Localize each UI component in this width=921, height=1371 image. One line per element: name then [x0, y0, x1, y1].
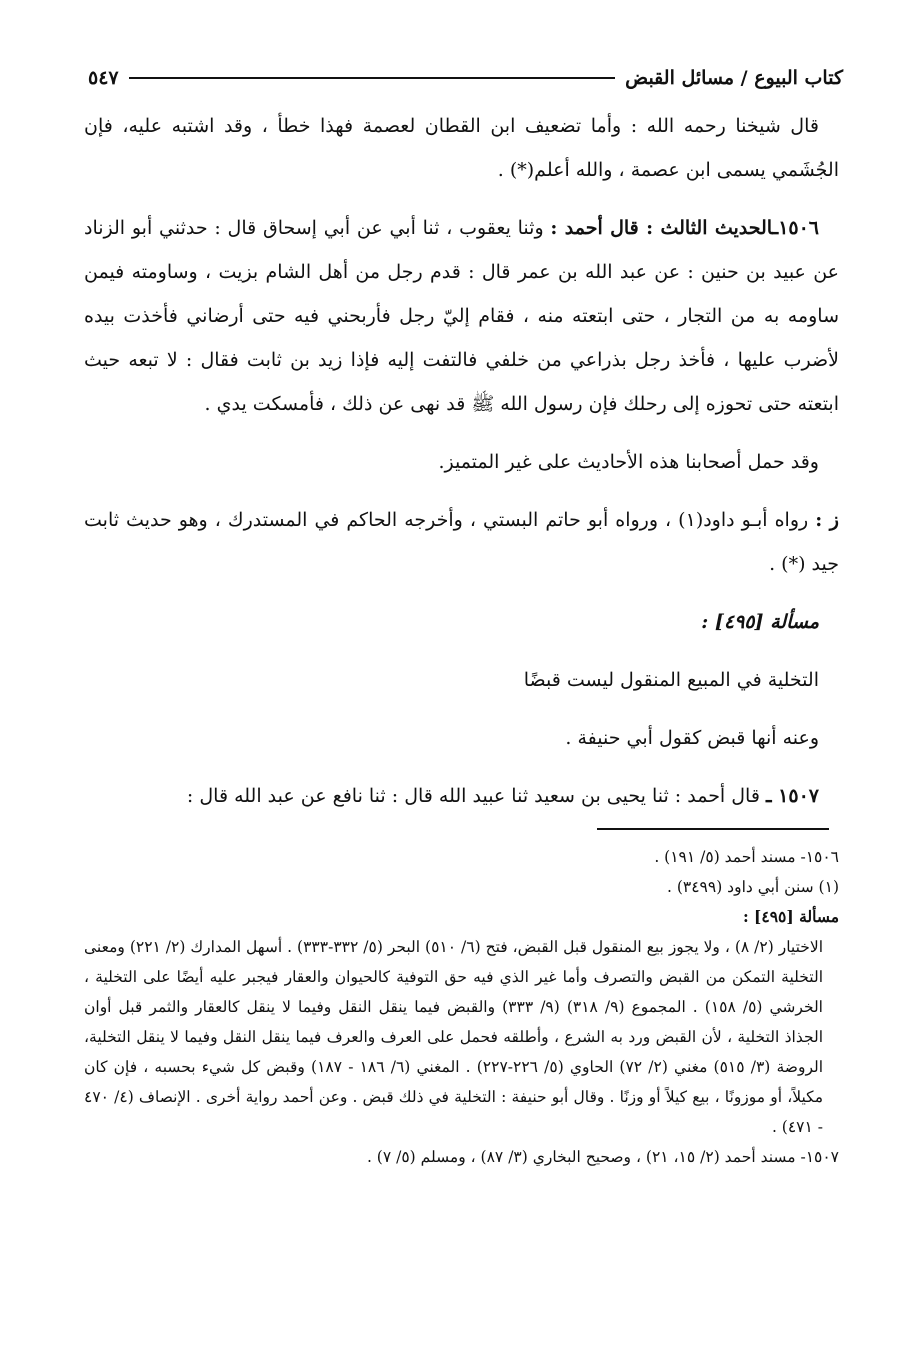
paragraph-sheikh-comment: قال شيخنا رحمه الله : وأما تضعيف ابن القطان لعصمة فهذا خطأ ، وقد اشتبه عليه، فإن الجُشَمي يسمى ابن عصمة ، والله أعلم(*) . [84, 115, 839, 181]
footnote-1507: ١٥٠٧- مسند أحمد (٢/ ١٥، ٢١) ، وصحيح البخاري (٣/ ٨٧) ، ومسلم (٥/ ٧) . [366, 1148, 839, 1166]
header-title: كتاب البيوع / مسائل القبض [625, 67, 843, 89]
masala-line-2: وعنه أنها قبض كقول أبي حنيفة . [565, 727, 819, 749]
header-rule [129, 77, 616, 79]
footnote-divider [597, 828, 829, 830]
masala-line-1: التخلية في المبيع المنقول ليست قبضًا [523, 669, 819, 691]
z-mark: ز : [815, 509, 839, 531]
hadith-1506-text: وثنا يعقوب ، ثنا أبي عن أبي إسحاق قال : حدثني أبو الزناد عن عبيد بن حنين : عن عبد الله بن عمر قال : قدم رجل من أهل الشام بزيت ، وساومته فيمن ساومه به من التجار ، حتى ابتعته منه ، فقام إليّ رجل فأربحني فيه حتى أرضاني فأخذت بيده لأضرب عليها ، فأخذ رجل بذراعي من خلفي فالتفت إليه فإذا زيد بن ثابت فقال : لا تبعه حيث ابتعته حتى تحوزه إلى رحلك فإن رسول الله ﷺ قد نهى عن ذلك ، فأمسكت يدي . [84, 217, 839, 415]
footnote-1: (١) سنن أبي داود (٣٤٩٩) . [666, 878, 839, 896]
hadith-1506-label: الحديث الثالث : قال أحمد : [550, 217, 773, 239]
footnote-masala-text: الاختيار (٢/ ٨) ، ولا يجوز بيع المنقول قبل القبض، فتح (٦/ ٥١٠) البحر (٥/ ٣٣٢-٣٣٣) . أسهل المدارك (٢/ ٢٢١) ومعنى التخلية التمكن من القبض والتصرف وأما غير الذي فيه حق التوفية كالحيوان والعقار فيجبر عليه أيضًا على التخلية ، الخرشي (٥/ ١٥٨) . المجموع (٩/ ٣١٨) (٩/ ٣٣٣) والقبض فيما ينقل النقل وفيما لا ينقل كالعقار والثمر قبل أوان الجذاذ التخلية ، لأن القبض ورد به الشرع ، وأطلقه فحمل على العرف والعرف فيما ينقل النقل وفيما لا ينقل التخلية، الروضة (٣/ ٥١٥) مغني (٢/ ٧٢) الحاوي (٥/ ٢٢٦-٢٢٧) . المغني (٦/ ١٨٦ - ١٨٧) وقبض كل شيء بحسبه ، فإن كان مكيلاً، أو موزونًا ، بيع كيلاً أو وزنًا . وقال أبو حنيفة : التخلية في ذلك قبض . وعن أحمد رواية أخرى . الإنصاف (٤/ ٤٧٠ - ٤٧١) . [84, 938, 824, 1136]
hadith-1507 [84, 774, 839, 818]
paragraph-z-note [84, 498, 839, 586]
running-header [88, 62, 843, 94]
masala-title: مسألة [٤٩٥] : [701, 611, 819, 633]
footnote-masala-head: مسألة [٤٩٥] : [742, 907, 839, 926]
page-number: ٥٤٧ [88, 67, 119, 89]
main-text [84, 104, 839, 832]
footnotes [84, 842, 839, 1172]
z-note-text: رواه أبـو داود(١) ، ورواه أبو حاتم البستي ، وأخرجه الحاكم في المستدرك ، وهو حديث ثابت جيد (*) . [84, 509, 839, 575]
hadith-1507-text: قال أحمد : ثنا يحيى بن سعيد ثنا عبيد الله قال : ثنا نافع عن عبد الله قال : [186, 785, 760, 807]
hadith-1506 [84, 206, 839, 426]
paragraph-carry: وقد حمل أصحابنا هذه الأحاديث على غير المتميز. [438, 451, 819, 473]
hadith-1507-number: ١٥٠٧ ـ [765, 785, 819, 807]
footnote-1506: ١٥٠٦- مسند أحمد (٥/ ١٩١) . [654, 848, 839, 866]
hadith-1506-number: ١٥٠٦ـ [772, 217, 820, 239]
